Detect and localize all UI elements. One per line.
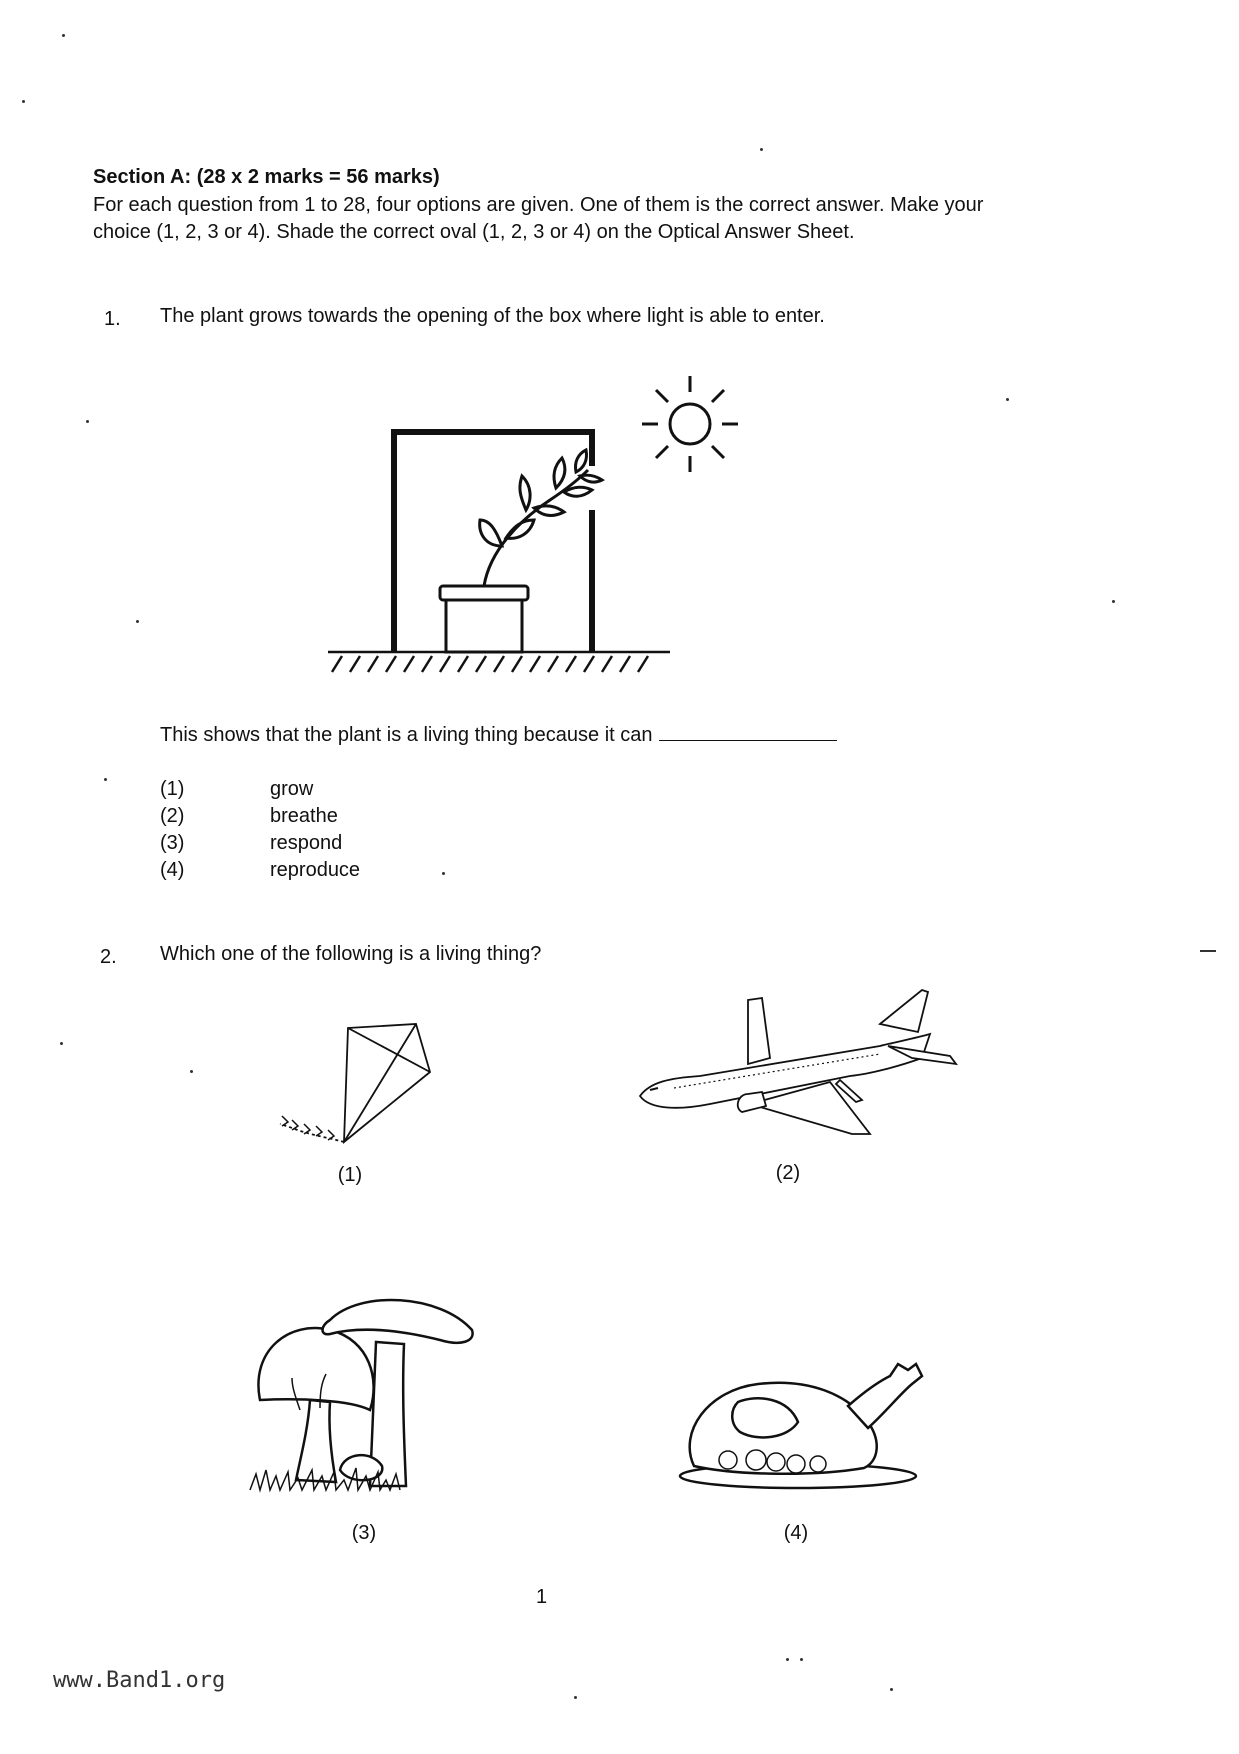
plant-icon	[480, 450, 602, 586]
option-label: (2)	[160, 805, 185, 827]
question-number: 1.	[104, 308, 121, 330]
option-text: reproduce	[270, 859, 361, 881]
scan-speck	[22, 100, 25, 103]
question-number: 2.	[100, 946, 117, 968]
option-2	[160, 805, 460, 831]
ground-icon	[328, 652, 670, 672]
scan-speck	[136, 620, 139, 623]
sun-icon	[642, 376, 738, 472]
scan-speck	[62, 34, 65, 37]
section-instructions: For each question from 1 to 28, four options are given. One of them is the correct answer. Make your choice (1, 2, 3 or 4). Shade the correct oval (1, 2, 3 or 4) on the Optical Answer Sheet.	[93, 194, 984, 243]
scan-speck	[1200, 950, 1216, 952]
question-stem	[160, 722, 837, 747]
option-label: (4)	[160, 859, 185, 881]
option-text: respond	[270, 832, 343, 854]
question-stem-text: This shows that the plant is a living thing because it can	[160, 724, 653, 746]
picture-option-label: (3)	[351, 1522, 377, 1544]
answer-blank	[659, 722, 837, 741]
section-title: Section A: (28 x 2 marks = 56 marks)	[93, 166, 440, 188]
scan-speck	[190, 1070, 193, 1073]
question-text: The plant grows towards the opening of the box where light is able to enter.	[160, 305, 825, 327]
page-number: 1	[536, 1586, 548, 1608]
scan-speck	[574, 1696, 577, 1699]
plant-light-diagram	[320, 370, 740, 680]
option-text: grow	[270, 778, 314, 800]
question-text: Which one of the following is a living thing?	[160, 943, 542, 965]
scan-speck	[760, 148, 763, 151]
mushroom-icon	[240, 1290, 480, 1505]
scan-speck	[1112, 600, 1115, 603]
roast-chicken-icon	[668, 1342, 928, 1492]
scan-speck	[104, 778, 107, 781]
picture-option-label: (1)	[337, 1164, 363, 1186]
scan-speck	[60, 1042, 63, 1045]
footer-url: www.Band1.org	[53, 1668, 226, 1693]
option-label: (3)	[160, 832, 185, 854]
flower-pot-icon	[440, 586, 528, 652]
picture-option-label: (4)	[783, 1522, 809, 1544]
scan-speck	[890, 1688, 893, 1691]
picture-option-label: (2)	[775, 1162, 801, 1184]
scan-speck	[1006, 398, 1009, 401]
option-1	[160, 778, 460, 804]
scan-speck	[786, 1658, 789, 1661]
option-label: (1)	[160, 778, 185, 800]
kite-icon	[270, 1020, 440, 1150]
option-4	[160, 859, 460, 885]
option-text: breathe	[270, 805, 338, 827]
scan-speck	[800, 1658, 803, 1661]
option-3	[160, 832, 460, 858]
scan-speck	[86, 420, 89, 423]
airplane-icon	[630, 984, 960, 1154]
